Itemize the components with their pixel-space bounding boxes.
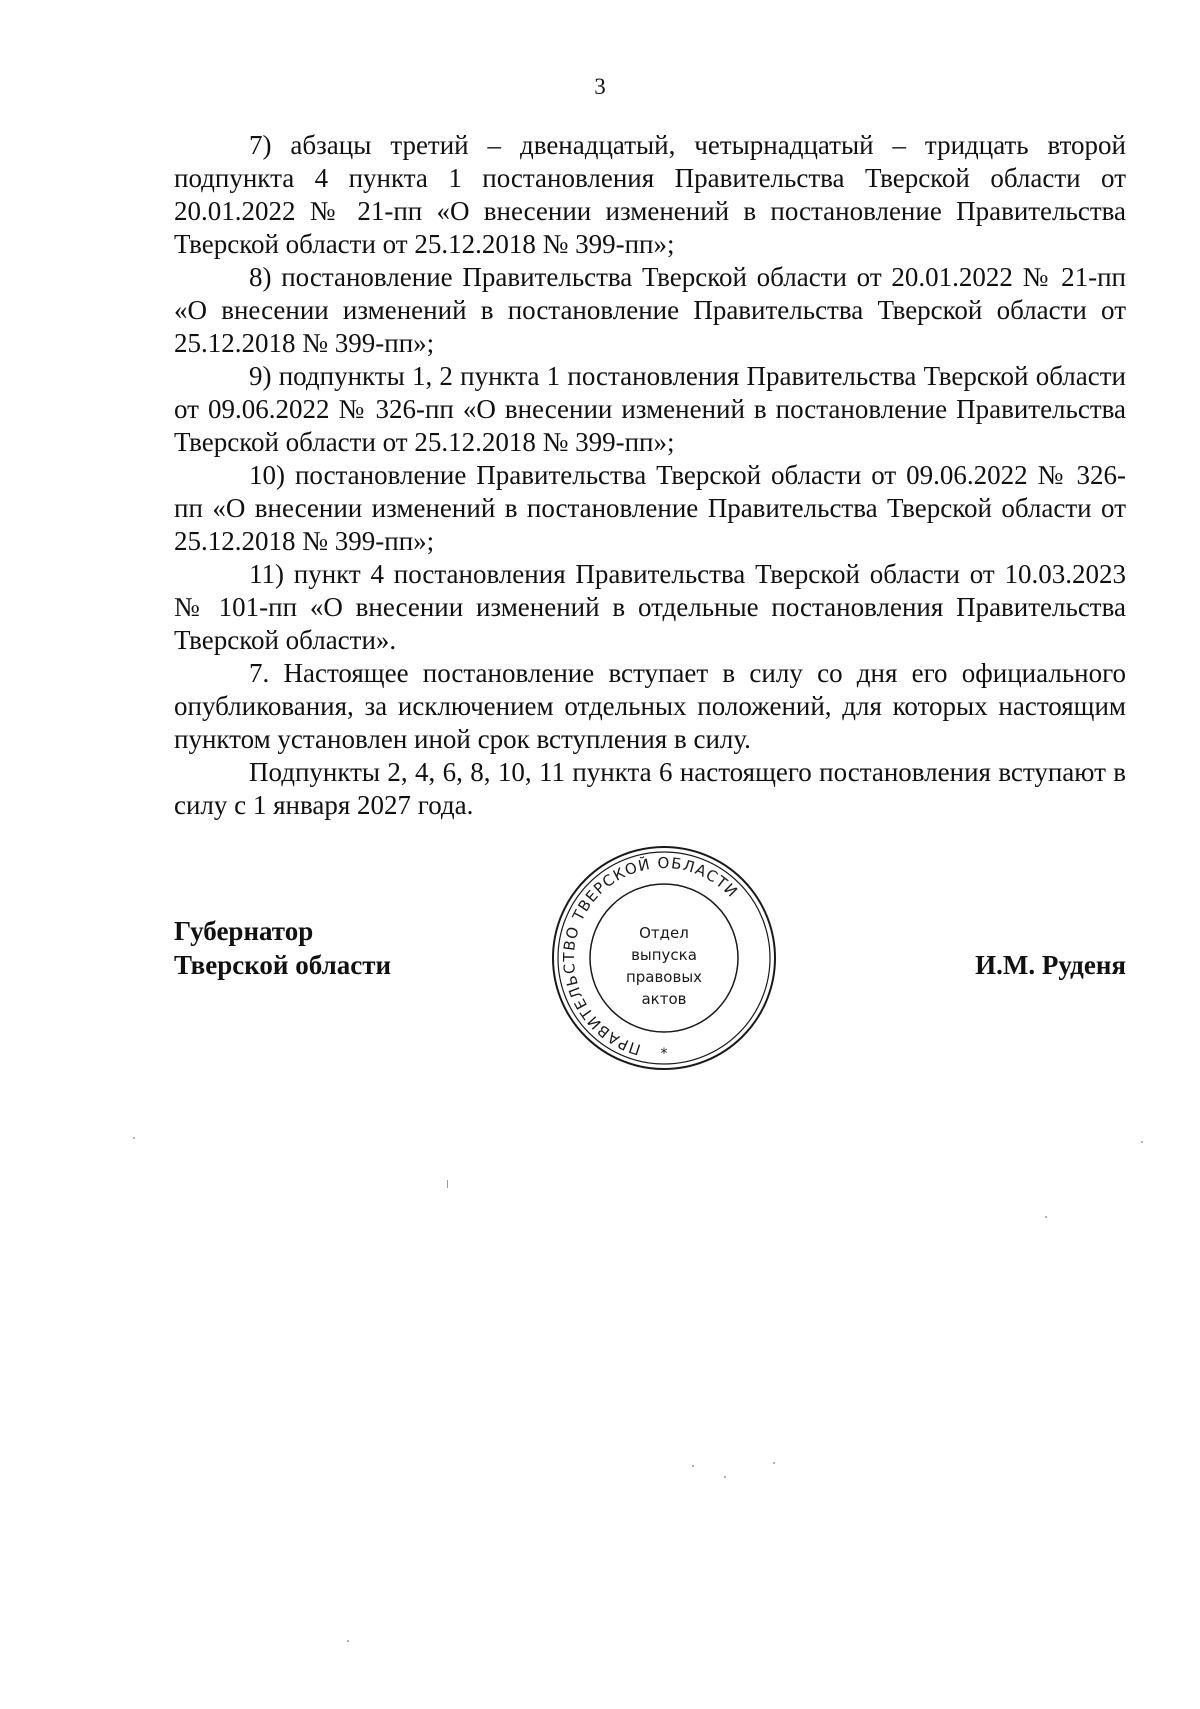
stamp-center-line-2: выпуска <box>631 946 697 964</box>
official-stamp <box>546 840 782 1076</box>
scan-speck <box>1141 1141 1143 1143</box>
scan-speck <box>773 1462 775 1464</box>
stamp-center-line-3: правовых <box>625 968 703 986</box>
paragraph-item-8: 8) постановление Правительства Тверской области от 20.01.2022 № 21-пп «О внесении изменений в постановление Правительства Тверской области от 25.12.2018 № 399-пп»; <box>174 262 1126 358</box>
scan-speck <box>1045 1216 1047 1218</box>
scan-speck <box>447 1180 448 1188</box>
signatory-position-line-2: Тверской области <box>174 950 392 980</box>
page-number: 3 <box>594 74 606 99</box>
paragraph-clause-7: 7. Настоящее постановление вступает в силу со дня его официального опубликования, за исключением отдельных положений, для которых настоящим пунктом установлен иной срок вступления в силу. <box>174 658 1126 754</box>
stamp-ring-textpath: ПРАВИТЕЛЬСТВО ТВЕРСКОЙ ОБЛАСТИ <box>559 853 742 1059</box>
document-body <box>174 129 1126 822</box>
scan-speck <box>724 1476 726 1478</box>
signatory-position-line-1: Губернатор <box>174 916 314 946</box>
paragraph-item-9: 9) подпункты 1, 2 пункта 1 постановления Правительства Тверской области от 09.06.2022 № 326-пп «О внесении изменений в постановление Правительства Тверской области от 25.12.2018 № 399-пп»; <box>174 361 1126 457</box>
signatory-name: И.М. Руденя <box>975 950 1126 980</box>
paragraph-effective-date: Подпункты 2, 4, 6, 8, 10, 11 пункта 6 настоящего постановления вступают в силу с 1 января 2027 года. <box>174 757 1126 820</box>
scan-speck <box>133 1137 135 1139</box>
stamp-center-line-1: Отдел <box>639 924 689 942</box>
paragraph-item-10: 10) постановление Правительства Тверской области от 09.06.2022 № 326-пп «О внесении изменений в постановление Правительства Тверской области от 25.12.2018 № 399-пп»; <box>174 460 1126 556</box>
stamp-center-line-4: актов <box>641 990 687 1008</box>
stamp-bottom-mark: * <box>660 1046 668 1062</box>
scan-speck <box>347 1640 349 1642</box>
paragraph-item-11: 11) пункт 4 постановления Правительства Тверской области от 10.03.2023 № 101-пп «О внесении изменений в отдельные постановления Правительства Тверской области». <box>174 559 1126 655</box>
scan-speck <box>692 1465 694 1467</box>
paragraph-item-7: 7) абзацы третий – двенадцатый, четырнадцатый – тридцать второй подпункта 4 пункта 1 постановления Правительства Тверской области от 20.01.2022 № 21-пп «О внесении изменений в постановление Правительства Тверской области от 25.12.2018 № 399-пп»; <box>174 130 1126 259</box>
